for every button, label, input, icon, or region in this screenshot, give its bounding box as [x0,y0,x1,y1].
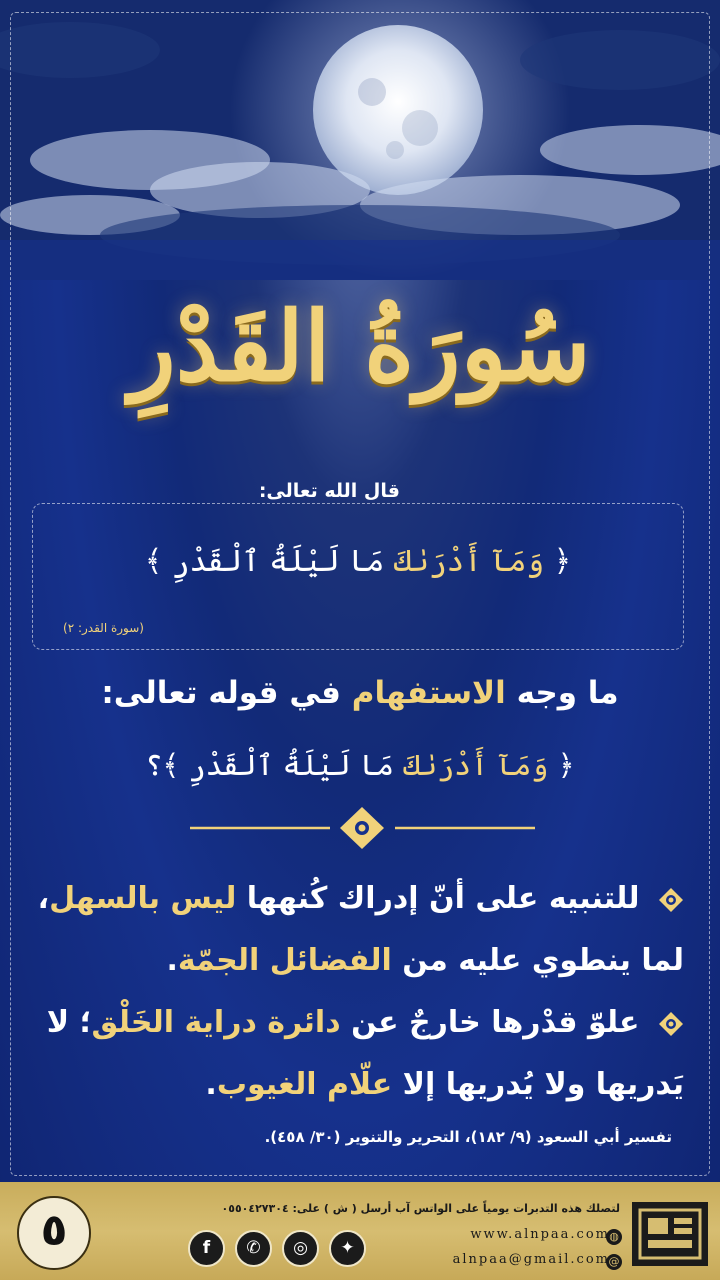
footer-bar [0,1182,720,1280]
website-link[interactable]: www.alnpaa.com [470,1227,610,1242]
email-icon: @ [606,1254,622,1270]
email-link[interactable]: alnpaa@gmail.com [452,1252,610,1267]
intro-label: قال الله تعالى: [258,480,400,502]
ayah-text: ﴿ وَمَآ أَدْرَىٰكَ مَا لَيْلَةُ ٱلْقَدْرِ ﴾ [144,544,572,579]
flower-bullet-icon [658,1011,684,1037]
globe-icon: ◍ [606,1229,622,1245]
ayah-reference: (سورة القدر: ٢) [63,621,144,635]
instagram-icon[interactable]: ◎ [282,1230,319,1267]
twitter-icon[interactable]: ✦ [329,1230,366,1267]
ayah-box [32,503,684,650]
flower-bullet-icon [658,887,684,913]
alnpaa-logo [630,1200,710,1268]
card-number-badge: ٥ [17,1196,91,1270]
question-ayah: ﴿ وَمَآ أَدْرَىٰكَ مَا لَيْلَةُ ٱلْقَدْرِ ﴾؟ [145,748,575,782]
whatsapp-subscribe-text: لتصلك هذه التدبرات يومياً على الواتس آب أرسل ( ش ) على: ٠٥٥٠٤٢٧٣٠٤ [221,1202,620,1215]
facebook-icon[interactable]: f [188,1230,225,1267]
answer-points [24,868,684,1116]
surah-title: سُورَةُ القَدْرِ [129,290,591,403]
ornament-divider [190,805,535,851]
whatsapp-icon[interactable]: ✆ [235,1230,272,1267]
answer-point-1: للتنبيه على أنّ إدراك كُنهها ليس بالسهل، لما ينطوي عليه من الفضائل الجمّة. [37,881,684,978]
night-sky-moon-image [0,0,720,280]
answer-point-2: علوّ قدْرها خارجٌ عن دائرة دراية الخَلْق؛ لا يَدريها ولا يُدريها إلا علّام الغيوب. [46,1005,684,1102]
question-heading: ما وجه الاستفهام في قوله تعالى: [101,675,619,711]
sources-citation: تفسير أبي السعود (٩/ ١٨٢)، التحرير والتنوير (٣٠/ ٤٥٨). [264,1128,672,1146]
